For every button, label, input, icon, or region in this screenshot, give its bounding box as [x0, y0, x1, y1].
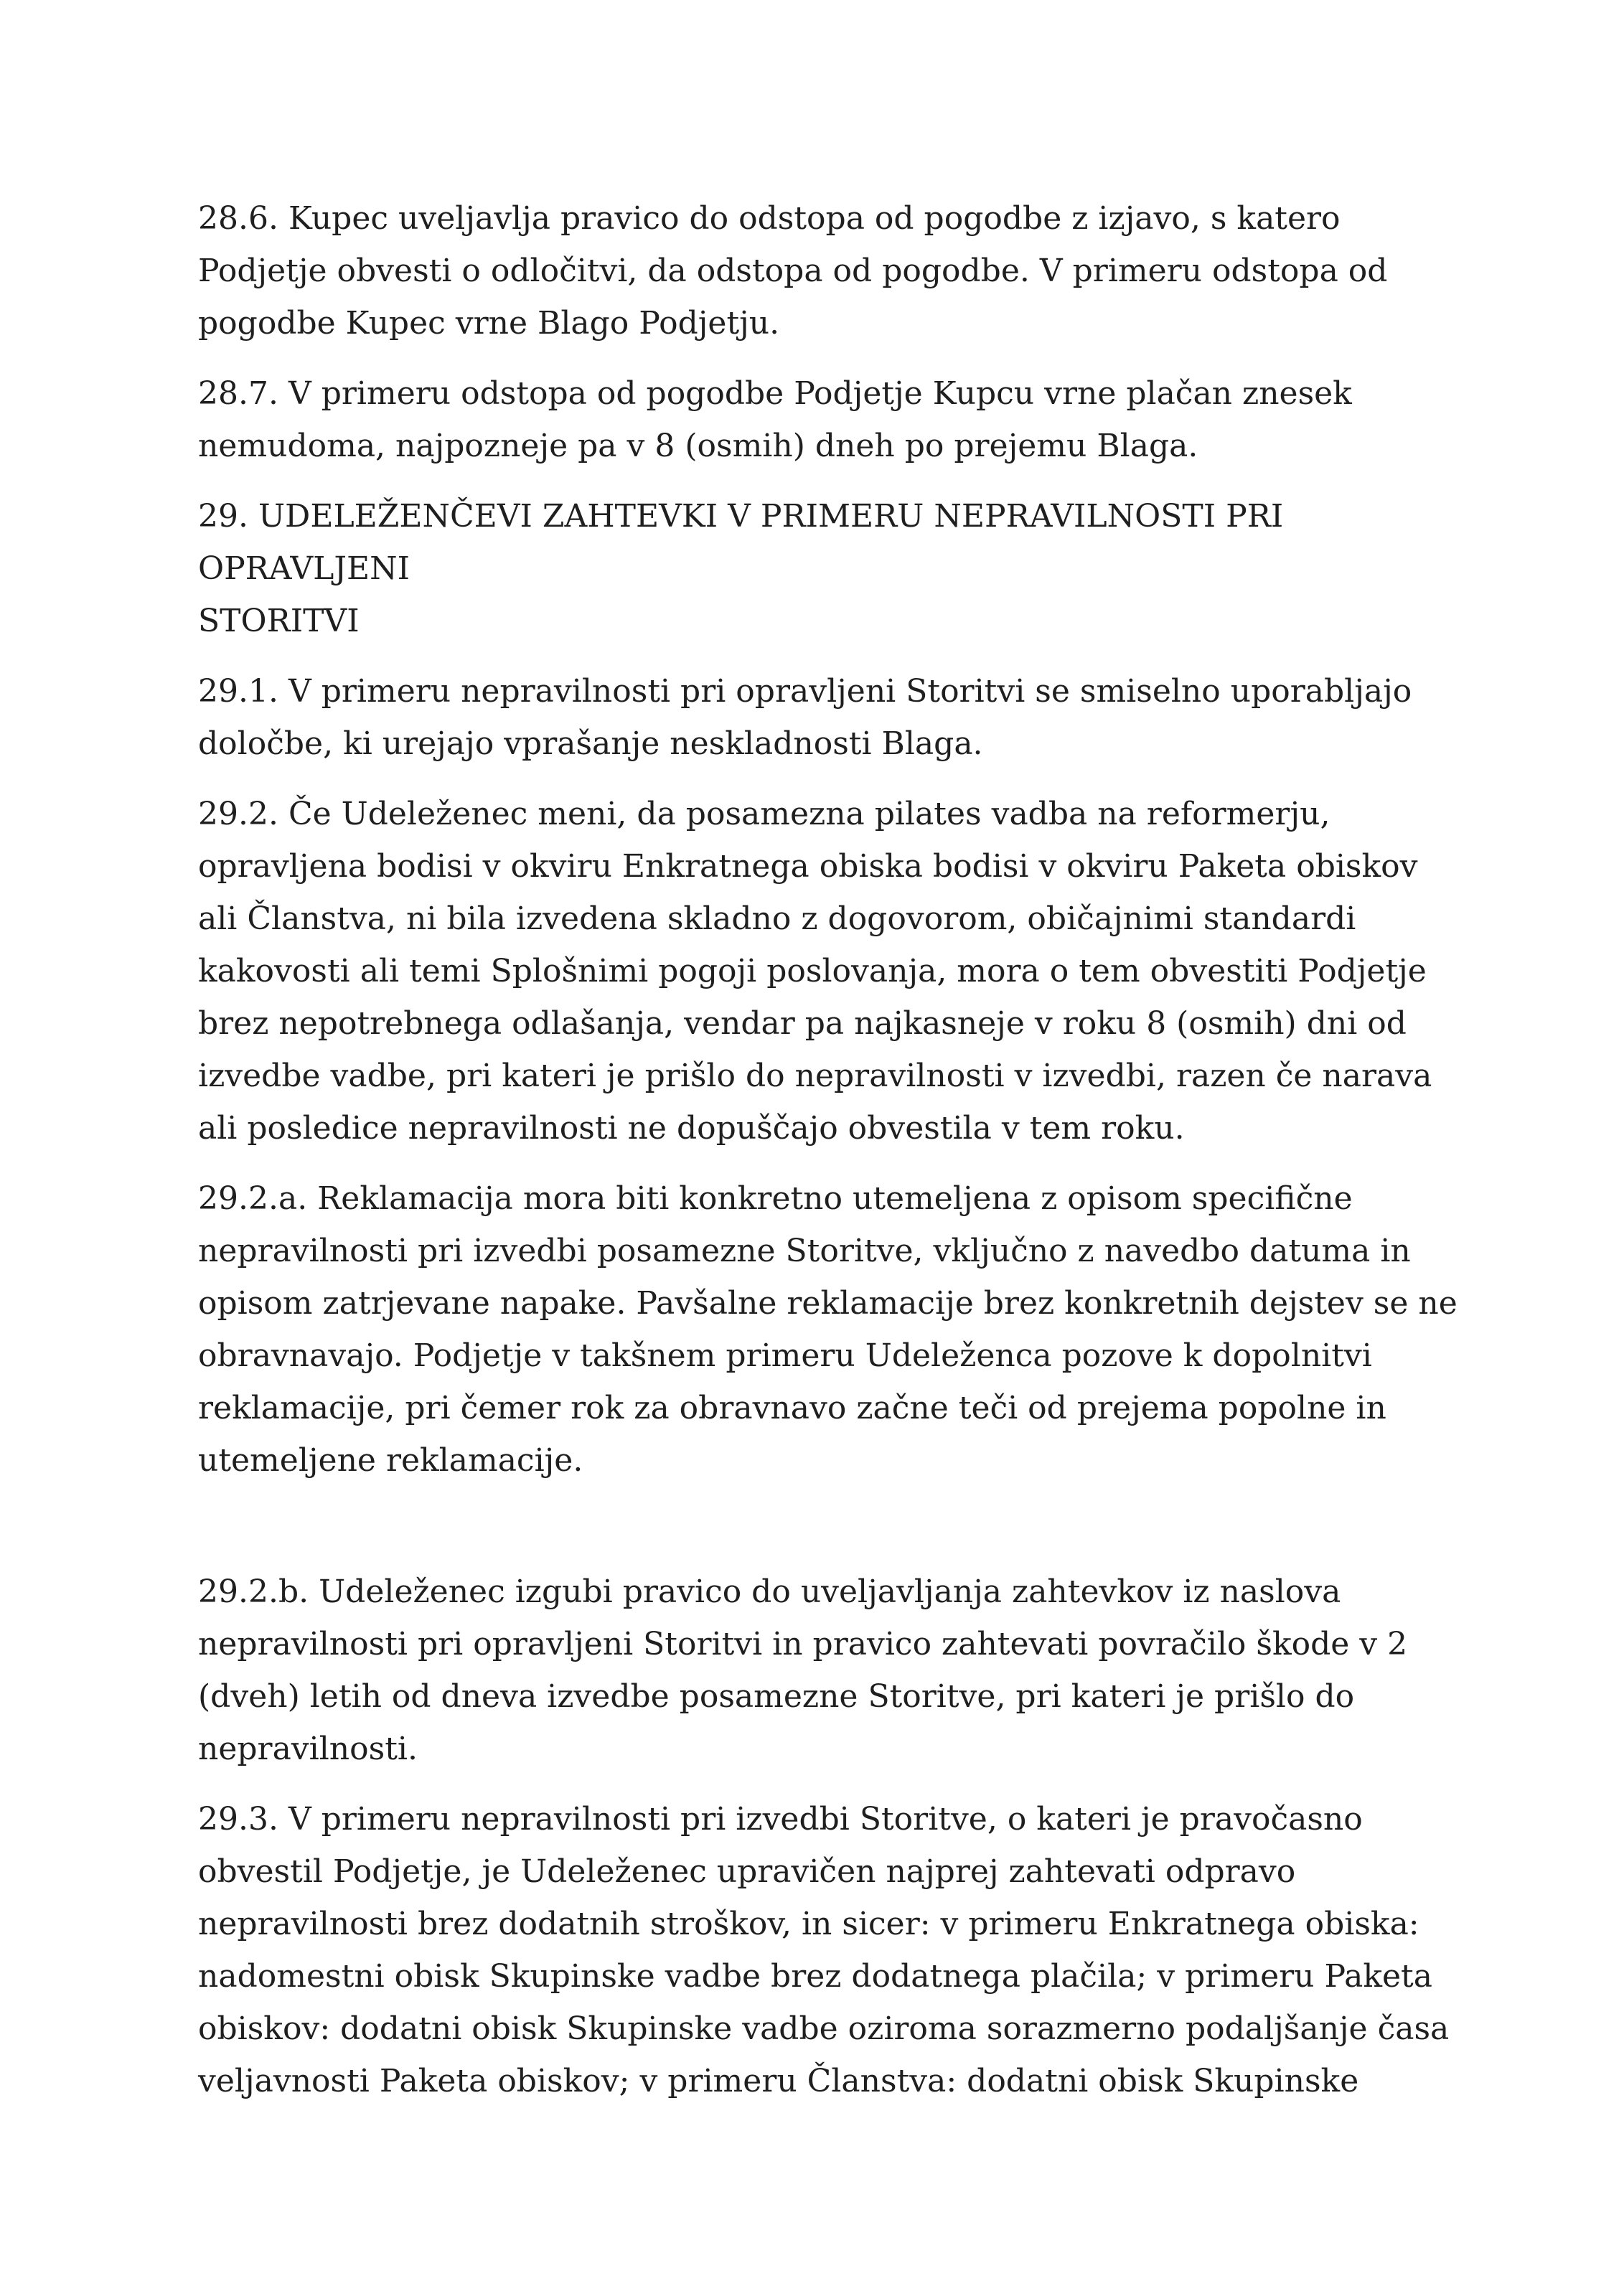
paragraph-28-6: 28.6. Kupec uveljavlja pravico do odstopa od pogodbe z izjavo, s katero Podjetje obvesti o odločitvi, da odstopa od pogodbe. V primeru odstopa od pogodbe Kupec vrne Blago Podjetju. — [198, 200, 1388, 342]
document-body — [198, 192, 1461, 2125]
paragraph-29-1: 29.1. V primeru nepravilnosti pri opravljeni Storitvi se smiselno uporabljajo določbe, ki urejajo vprašanje neskladnosti Blaga. — [198, 673, 1412, 762]
paragraph-29-2-a: 29.2.a. Reklamacija mora biti konkretno utemeljena z opisom specifične nepravilnosti pri izvedbi posamezne Storitve, vključno z navedbo datuma in opisom zatrjevane napake. Pavšalne reklamacije brez konkretnih dejstev se ne obravnavajo. Podjetje v takšnem primeru Udeleženca pozove k dopolnitvi reklamacije, pri čemer rok za obravnavo začne teči od prejema popolne in utemeljene reklamacije. — [198, 1180, 1458, 1479]
paragraph-29-2: 29.2. Če Udeleženec meni, da posamezna pilates vadba na reformerju, opravljena bodisi v okviru Enkratnega obiska bodisi v okviru Paketa obiskov ali Članstva, ni bila izvedena skladno z dogovorom, običajnimi standardi kakovosti ali temi Splošnimi pogoji poslovanja, mora o tem obvestiti Podjetje brez nepotrebnega odlašanja, vendar pa najkasneje v roku 8 (osmih) dni od izvedbe vadbe, pri kateri je prišlo do nepravilnosti v izvedbi, razen če narava ali posledice nepravilnosti ne dopuščajo obvestila v tem roku. — [198, 796, 1432, 1147]
section-heading-29: 29. UDELEŽENČEVI ZAHTEVKI V PRIMERU NEPRAVILNOSTI PRI OPRAVLJENI STORITVI — [198, 498, 1284, 639]
paragraph-28-7: 28.7. V primeru odstopa od pogodbe Podjetje Kupcu vrne plačan znesek nemudoma, najpozneje pa v 8 (osmih) dneh po prejemu Blaga. — [198, 375, 1352, 464]
paragraph-29-3: 29.3. V primeru nepravilnosti pri izvedbi Storitve, o kateri je pravočasno obvestil Podjetje, je Udeleženec upravičen najprej zahtevati odpravo nepravilnosti brez dodatnih stroškov, in sicer: v primeru Enkratnega obiska: nadomestni obisk Skupinske vadbe brez dodatnega plačila; v primeru Paketa obiskov: dodatni obisk Skupinske vadbe oziroma sorazmerno podaljšanje časa veljavnosti Paketa obiskov; v primeru Članstva: dodatni obisk Skupinske — [198, 1801, 1450, 2099]
paragraph-29-2-b: 29.2.b. Udeleženec izgubi pravico do uveljavljanja zahtevkov iz naslova nepravilnosti pri opravljeni Storitvi in pravico zahtevati povračilo škode v 2 (dveh) letih od dneva izvedbe posamezne Storitve, pri kateri je prišlo do nepravilnosti. — [198, 1573, 1408, 1767]
